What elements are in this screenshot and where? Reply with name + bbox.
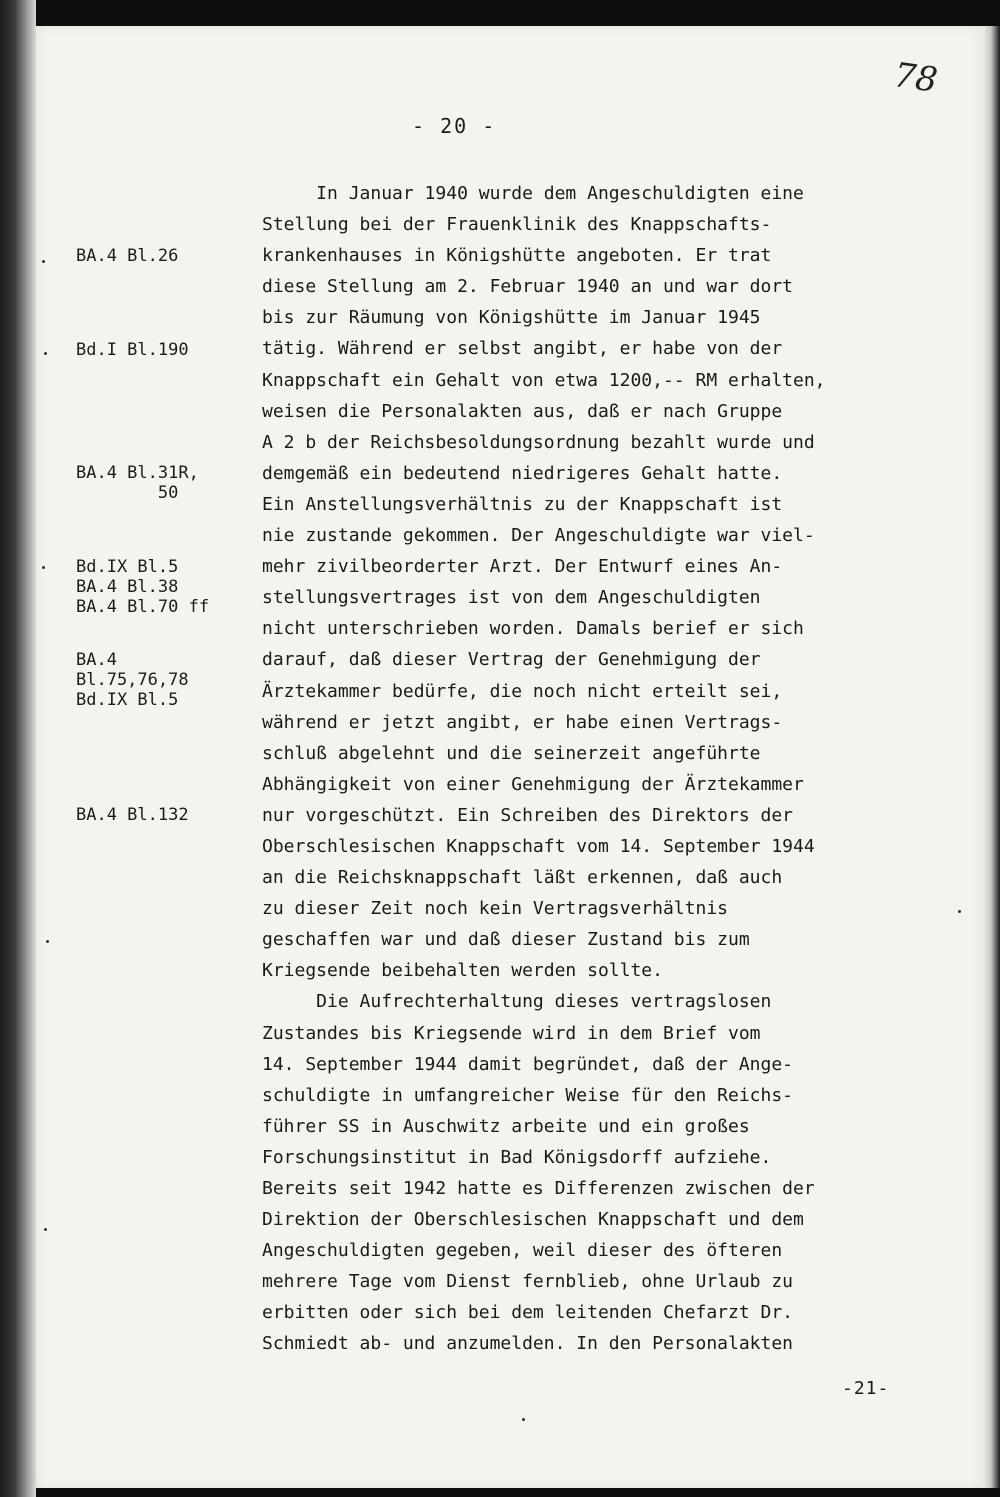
margin-reference: Bd.I Bl.190 xyxy=(76,340,189,360)
text-line: führer SS in Auschwitz arbeite und ein großes xyxy=(262,1115,750,1137)
text-line: Schmiedt ab- und anzumelden. In den Personalakten xyxy=(262,1333,794,1355)
text-line: Bereits seit 1942 hatte es Differenzen zwischen der xyxy=(262,1178,815,1199)
text-line: Zustandes bis Kriegsende wird in dem Brief vom xyxy=(262,1022,761,1044)
page-number: - 20 - xyxy=(412,114,497,138)
margin-speck xyxy=(46,940,49,943)
text-line: schuldigte in umfangreicher Weise für den Reichs- xyxy=(262,1084,794,1106)
text-line: mehr zivilbeorderter Arzt. Der Entwurf eines An- xyxy=(262,556,783,578)
text-line: darauf, daß dieser Vertrag der Genehmigung der xyxy=(262,649,761,671)
body-text xyxy=(262,178,922,1360)
text-line: nicht unterschrieben worden. Damals berief er sich xyxy=(262,618,804,640)
text-line: an die Reichsknappschaft läßt erkennen, daß auch xyxy=(262,867,783,889)
margin-speck xyxy=(42,260,45,263)
page-edge xyxy=(982,26,1000,1488)
margin-speck xyxy=(42,566,45,569)
text-line: während er jetzt angibt, er habe einen Vertrags- xyxy=(262,711,783,733)
text-line: nie zustande gekommen. Der Angeschuldigte war viel- xyxy=(262,525,815,547)
margin-reference: BA.4 Bl.132 xyxy=(76,805,189,825)
text-line: A 2 b der Reichsbesoldungsordnung bezahlt wurde und xyxy=(262,431,815,453)
text-line: diese Stellung am 2. Februar 1940 an und war dort xyxy=(262,276,794,298)
text-line: weisen die Personalakten aus, daß er nach Gruppe xyxy=(262,400,783,422)
text-line: geschaffen war und daß dieser Zustand bis zum xyxy=(262,929,750,951)
margin-reference: Bd.IX Bl.5 BA.4 Bl.38 BA.4 Bl.70 ff xyxy=(76,557,210,617)
text-line: Abhängigkeit von einer Genehmigung der Ärztekammer xyxy=(262,773,804,795)
text-line: In Januar 1940 wurde dem Angeschuldigten eine xyxy=(262,183,804,204)
text-line: stellungsvertrages ist von dem Angeschuldigten xyxy=(262,587,761,609)
text-line: Knappschaft ein Gehalt von etwa 1200,-- RM erhalten, xyxy=(262,369,826,391)
text-line: Forschungsinstitut in Bad Königsdorff aufziehe. xyxy=(262,1146,772,1168)
text-line: 14. September 1944 damit begründet, daß der Ange- xyxy=(262,1053,794,1075)
text-line: demgemäß ein bedeutend niedrigeres Gehalt hatte. xyxy=(262,462,783,484)
margin-reference: BA.4 Bl.26 xyxy=(76,246,179,266)
margin-speck xyxy=(522,1418,525,1421)
text-line: mehrere Tage vom Dienst fernblieb, ohne Urlaub zu xyxy=(262,1271,794,1293)
text-line: tätig. Während er selbst angibt, er habe von der xyxy=(262,338,783,360)
text-line: zu dieser Zeit noch kein Vertragsverhältnis xyxy=(262,898,728,920)
text-line: Angeschuldigten gegeben, weil dieser des öfteren xyxy=(262,1240,783,1262)
text-line: Die Aufrechterhaltung dieses vertragslosen xyxy=(262,991,772,1013)
text-line: nur vorgeschützt. Ein Schreiben des Direktors der xyxy=(262,804,794,826)
margin-speck xyxy=(44,352,47,355)
binding-strip xyxy=(0,0,36,1497)
text-line: krankenhauses in Königshütte angeboten. Er trat xyxy=(262,245,772,267)
text-line: Oberschlesischen Knappschaft vom 14. September 1944 xyxy=(262,835,815,857)
text-line: bis zur Räumung von Königshütte im Januar 1945 xyxy=(262,307,761,329)
text-line: erbitten oder sich bei dem leitenden Chefarzt Dr. xyxy=(262,1302,794,1324)
text-line: Ein Anstellungsverhältnis zu der Knappschaft ist xyxy=(262,493,783,515)
text-line: Direktion der Oberschlesischen Knappschaft und dem xyxy=(262,1209,804,1231)
margin-speck xyxy=(44,1228,47,1231)
next-page-marker: -21- xyxy=(842,1378,890,1399)
text-line: Ärztekammer bedürfe, die noch nicht erteilt sei, xyxy=(262,680,783,702)
text-line: Kriegsende beibehalten werden sollte. xyxy=(262,960,663,982)
margin-reference: BA.4 Bl.31R, 50 xyxy=(76,463,199,503)
margin-speck xyxy=(958,910,961,913)
folio-mark: 78 xyxy=(891,55,940,101)
margin-reference: BA.4 Bl.75,76,78 Bd.IX Bl.5 xyxy=(76,650,189,710)
text-line: schluß abgelehnt und die seinerzeit angeführte xyxy=(262,742,761,764)
text-line: Stellung bei der Frauenklinik des Knappschafts- xyxy=(262,214,772,236)
